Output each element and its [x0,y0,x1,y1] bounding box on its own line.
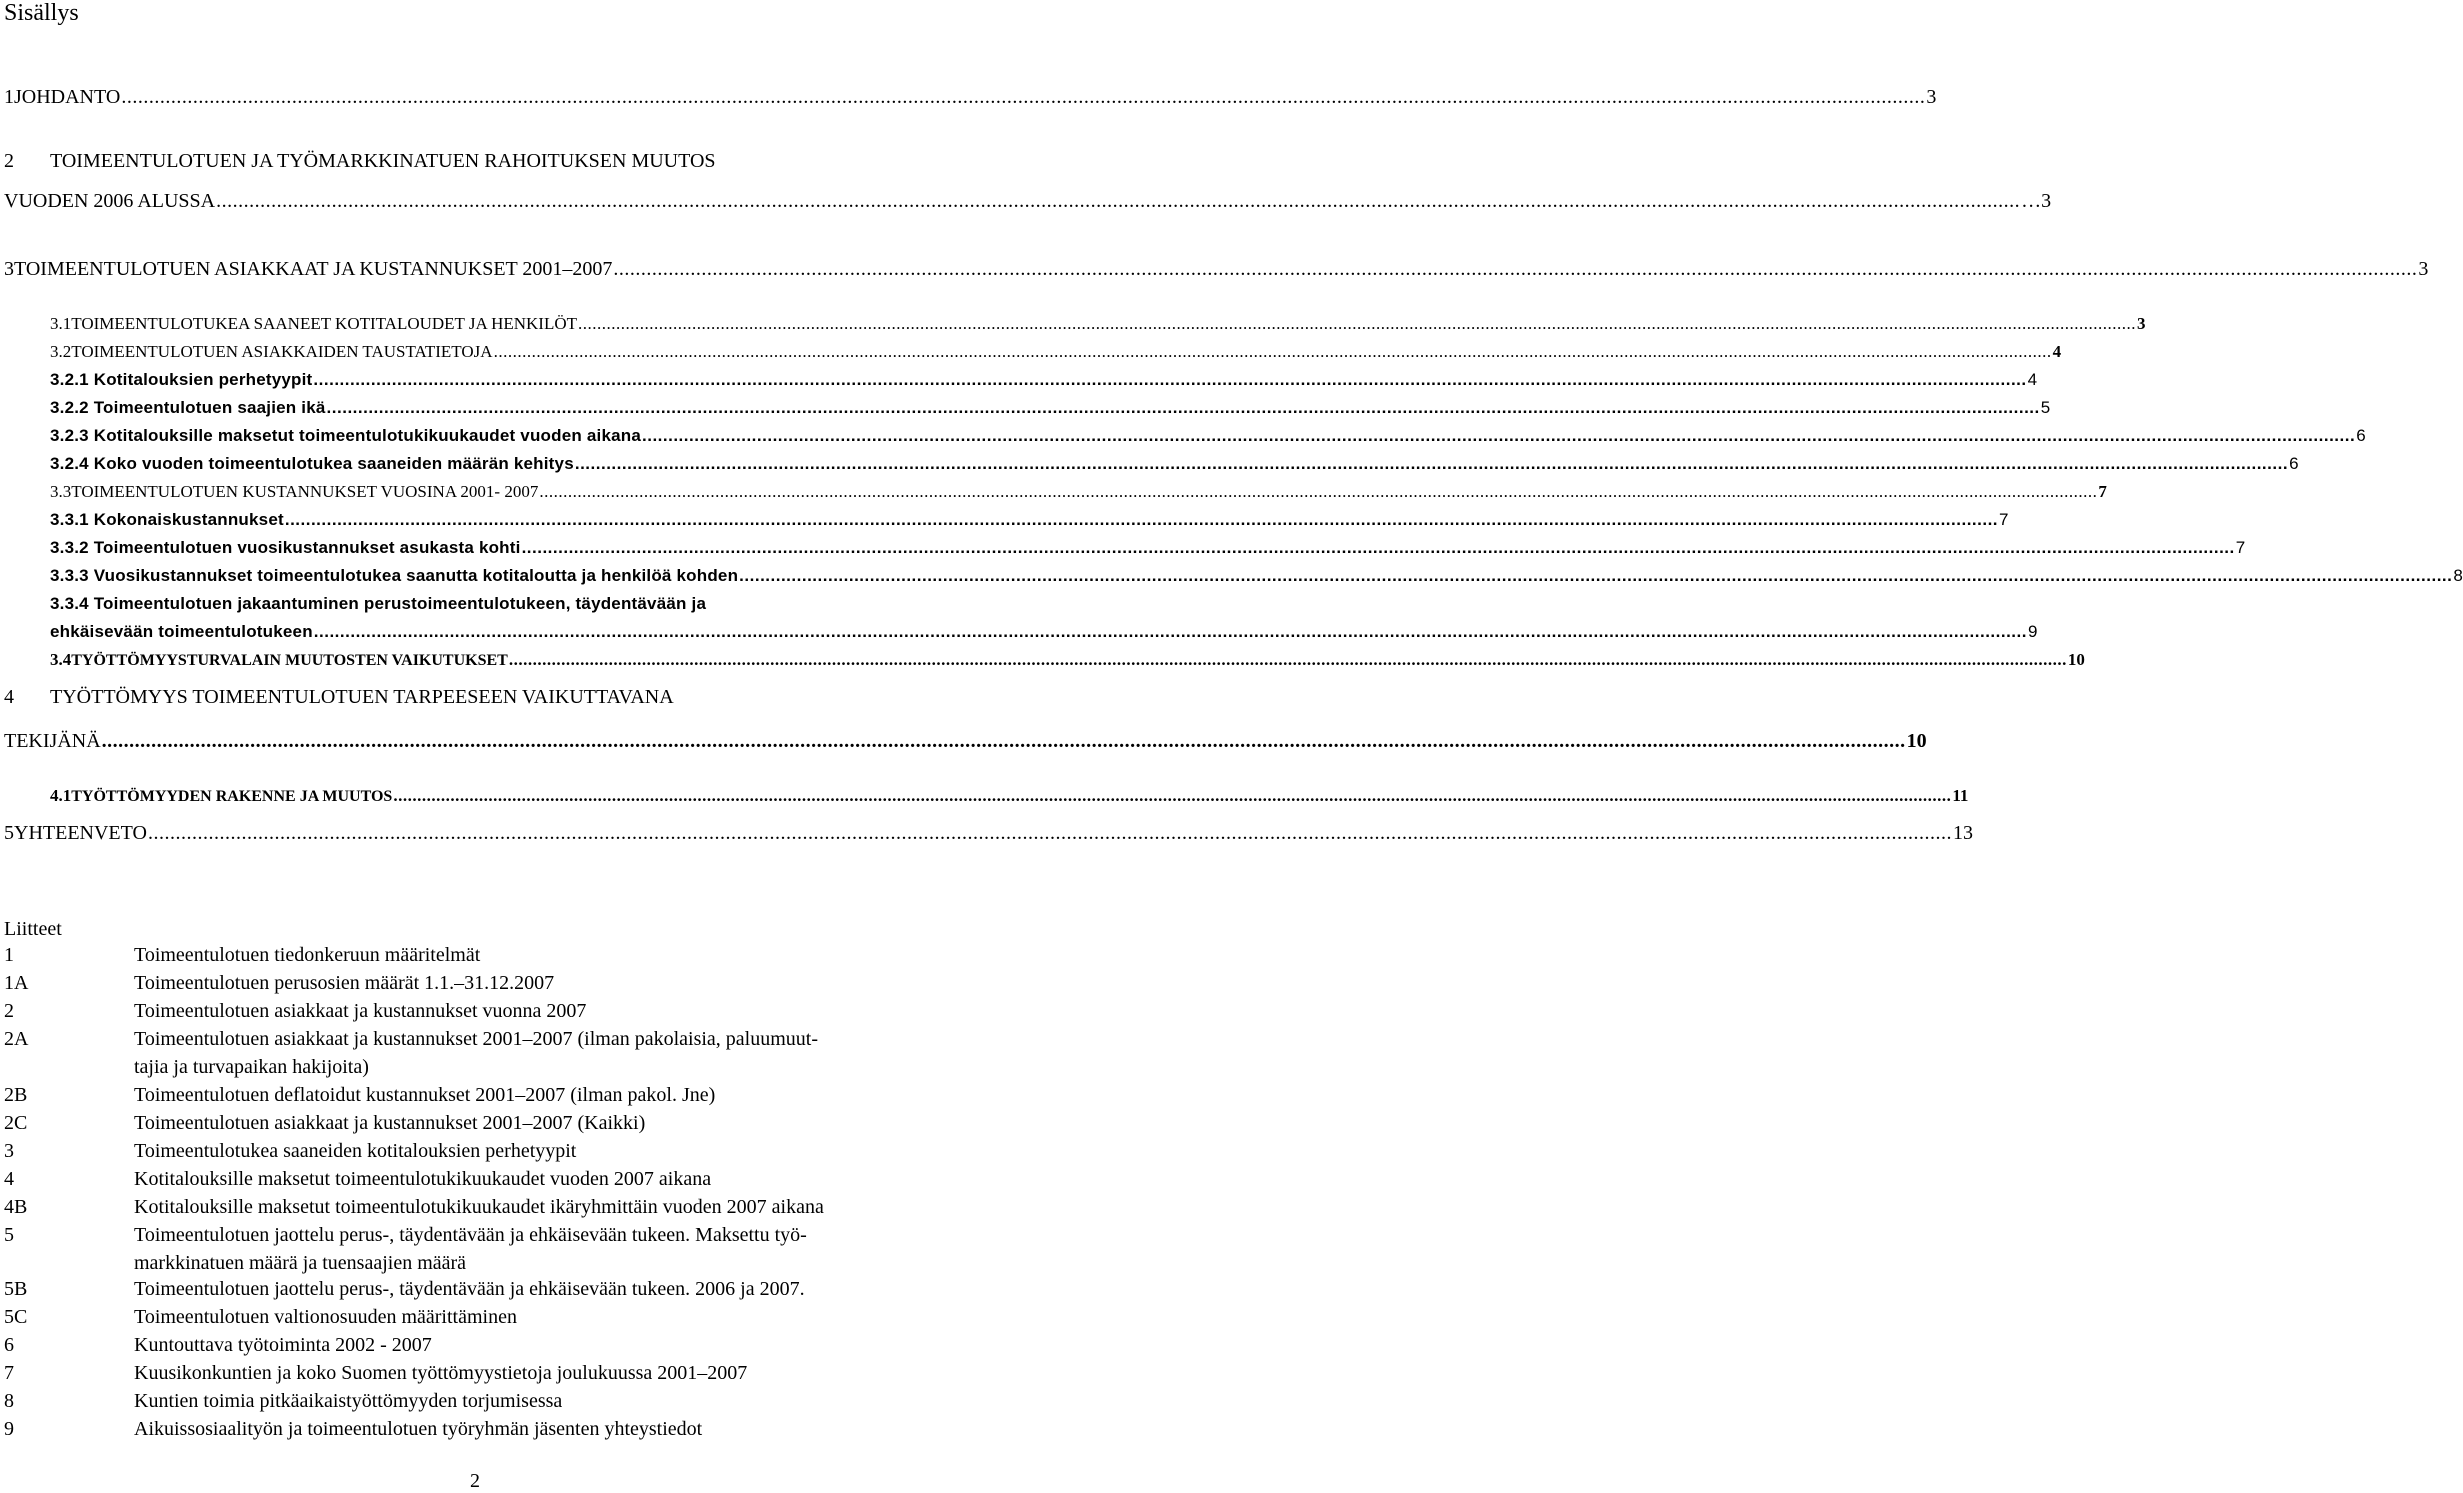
toc-entry-3-2-2[interactable] [50,398,2051,418]
toc-page: 10 [2067,650,2085,669]
appendix-code: 6 [4,1334,14,1356]
toc-number: 2 [4,150,14,172]
toc-leader [393,786,1951,806]
toc-title: TOIMEENTULOTUEN ASIAKKAIDEN TAUSTATIETOJA [71,342,493,361]
toc-number: 3.2 [50,342,72,361]
appendix-description: Kotitalouksille maksetut toimeentulotukikuukaudet ikäryhmittäin vuoden 2007 aikana [134,1196,824,1218]
appendix-description-cont: tajia ja turvapaikan hakijoita) [134,1056,369,1078]
toc-entry-3-2-1[interactable] [50,370,2038,390]
appendix-description: Kuntien toimia pitkäaikaistyöttömyyden torjumisessa [134,1390,563,1412]
toc-page: 13 [1952,822,1973,844]
appendix-description-cont: markkinatuen määrä ja tuensaajien määrä [134,1252,467,1274]
toc-page: 6 [2289,454,2299,473]
toc-title: TEKIJÄNÄ [4,730,101,752]
appendix-description: Kotitalouksille maksetut toimeentulotukikuukaudet vuoden 2007 aikana [134,1168,712,1190]
toc-page: 8 [2453,566,2463,585]
toc-title: 3.2.2 Toimeentulotuen saajien ikä [50,398,326,417]
appendix-code: 8 [4,1390,14,1412]
appendix-code: 7 [4,1362,14,1384]
toc-title: 3.2.1 Kotitalouksien perhetyypit [50,370,313,389]
appendix-code: 5 [4,1224,14,1246]
appendix-code: 2A [4,1028,29,1050]
toc-title: TYÖTTÖMYYSTURVALAIN MUUTOSTEN VAIKUTUKSET [71,652,508,669]
toc-title: 3.3.4 Toimeentulotuen jakaantuminen perustoimeentulotukeen, täydentävään ja [50,594,707,613]
toc-page: 5 [2040,398,2051,417]
toc-entry-3-2-4[interactable] [50,454,2299,474]
toc-entry-3-3-4-line2[interactable] [50,622,2038,642]
toc-number: 3 [4,258,14,280]
toc-page: 7 [2098,482,2107,501]
toc-entry-3-3[interactable] [50,482,2107,502]
toc-leader [148,822,1952,845]
toc-number: 3.3 [50,482,72,501]
appendix-code: 1A [4,972,29,994]
appendix-code: 4 [4,1168,14,1190]
toc-leader [578,314,2136,334]
toc-entry-2-line2[interactable] [4,190,2052,213]
toc-entry-5[interactable] [4,822,1973,845]
toc-leader [216,190,2020,213]
appendix-description: Toimeentulotuen jaottelu perus-, täydentävään ja ehkäisevään tukeen. 2006 ja 2007. [134,1278,805,1300]
appendix-code: 3 [4,1140,14,1162]
toc-entry-4-line1[interactable] [4,686,674,709]
toc-page: 3 [1926,86,1937,108]
toc-number: 4 [4,686,14,708]
toc-title: 3.2.3 Kotitalouksille maksetut toimeentulotukikuukaudet vuoden aikana [50,426,641,445]
toc-leader [522,538,2235,558]
toc-entry-3-4[interactable] [50,650,2085,670]
toc-title: 3.2.4 Koko vuoden toimeentulotukea saaneiden määrän kehitys [50,454,574,473]
toc-title: TYÖTTÖMYYDEN RAKENNE JA MUUTOS [71,788,393,805]
appendix-description: Toimeentulotuen tiedonkeruun määritelmät [134,944,481,966]
toc-leader [739,566,2452,586]
appendix-code: 2 [4,1000,14,1022]
toc-number: 3.1 [50,314,72,333]
toc-title: JOHDANTO [14,86,121,108]
toc-page: 11 [1952,786,1969,805]
toc-leader-ellipsis: … [2021,190,2042,212]
toc-leader [539,482,2097,502]
toc-entry-3[interactable] [4,258,2429,281]
appendix-code: 1 [4,944,14,966]
appendix-description: Toimeentulotuen perusosien määrät 1.1.–31.12.2007 [134,972,555,994]
toc-entry-3-3-2[interactable] [50,538,2246,558]
toc-number: 4.1 [50,786,72,805]
appendix-description: Toimeentulotuen asiakkaat ja kustannukset 2001–2007 (ilman pakolaisia, paluumuut- [134,1028,819,1050]
toc-page: 7 [2235,538,2246,557]
toc-leader [313,370,2026,390]
toc-title: 3.3.1 Kokonaiskustannukset [50,510,284,529]
toc-leader [102,730,1906,753]
toc-entry-3-3-3[interactable] [50,566,2463,586]
toc-entry-2-line1[interactable] [4,150,716,173]
appendix-code: 9 [4,1418,14,1440]
toc-entry-4-1[interactable] [50,786,1969,806]
appendix-code: 5B [4,1278,28,1300]
toc-page: 4 [2052,342,2062,361]
appendix-description: Toimeentulotukea saaneiden kotitalouksien perhetyypit [134,1140,577,1162]
toc-page: 4 [2027,370,2038,389]
appendix-description: Kuusikonkuntien ja koko Suomen työttömyystietoja joulukuussa 2001–2007 [134,1362,748,1384]
appendix-description: Toimeentulotuen deflatoidut kustannukset 2001–2007 (ilman pakol. Jne) [134,1084,716,1106]
toc-page: 3 [2418,258,2429,280]
toc-entry-3-1[interactable] [50,314,2146,334]
toc-number: 5 [4,822,14,844]
toc-leader [285,510,1998,530]
appendix-description: Toimeentulotuen jaottelu perus-, täydentävään ja ehkäisevään tukeen. Maksettu työ- [134,1224,807,1246]
toc-entry-3-2-3[interactable] [50,426,2366,446]
toc-leader [575,454,2288,474]
toc-title: TOIMEENTULOTUEN JA TYÖMARKKINATUEN RAHOITUKSEN MUUTOS [50,150,716,172]
toc-leader [121,86,1925,109]
appendix-code: 5C [4,1306,28,1328]
toc-leader [314,622,2027,642]
appendix-description: Toimeentulotuen asiakkaat ja kustannukset vuonna 2007 [134,1000,587,1022]
appendix-description: Kuntouttava työtoiminta 2002 - 2007 [134,1334,432,1356]
toc-title: YHTEENVETO [14,822,147,844]
toc-title: TOIMEENTULOTUEN KUSTANNUKSET VUOSINA 2001- 2007 [71,482,539,501]
toc-title: VUODEN 2006 ALUSSA [4,190,216,212]
toc-title: TOIMEENTULOTUKEA SAANEET KOTITALOUDET JA HENKILÖT [71,314,577,333]
page-number: 2 [470,1470,480,1492]
appendix-description: Toimeentulotuen asiakkaat ja kustannukset 2001–2007 (Kaikki) [134,1112,646,1134]
toc-entry-3-3-1[interactable] [50,510,2009,530]
toc-leader [613,258,2417,281]
toc-leader [509,650,2067,670]
appendix-description: Toimeentulotuen valtionosuuden määrittäminen [134,1306,517,1328]
toc-entry-1[interactable] [4,86,1937,109]
appendix-heading: Liitteet [4,918,62,940]
toc-page: 9 [2027,622,2038,641]
appendix-code: 4B [4,1196,28,1218]
toc-page: 3 [2041,190,2052,212]
toc-title: TOIMEENTULOTUEN ASIAKKAAT JA KUSTANNUKSET 2001–2007 [14,258,613,280]
appendix-code: 2B [4,1084,28,1106]
toc-entry-3-3-4-line1[interactable] [50,594,706,614]
toc-leader [642,426,2355,446]
toc-title: TYÖTTÖMYYS TOIMEENTULOTUEN TARPEESEEN VAIKUTTAVANA [50,686,674,708]
page-title: Sisällys [4,0,79,26]
toc-page: 6 [2356,426,2366,445]
toc-page: 10 [1906,730,1927,752]
toc-title: ehkäisevään toimeentulotukeen [50,622,313,641]
appendix-description: Aikuissosiaalityön ja toimeentulotuen työryhmän jäsenten yhteystiedot [134,1418,703,1440]
toc-leader [494,342,2052,362]
toc-leader [327,398,2040,418]
toc-page: 7 [1999,510,2009,529]
toc-number: 1 [4,86,14,108]
toc-entry-3-2[interactable] [50,342,2062,362]
toc-title: 3.3.3 Vuosikustannukset toimeentulotukea saanutta kotitaloutta ja henkilöä kohden [50,566,739,585]
toc-entry-4-line2[interactable] [4,730,1927,753]
toc-title: 3.3.2 Toimeentulotuen vuosikustannukset asukasta kohti [50,538,521,557]
toc-number: 3.4 [50,650,72,669]
appendix-code: 2C [4,1112,28,1134]
toc-page: 3 [2137,314,2146,333]
